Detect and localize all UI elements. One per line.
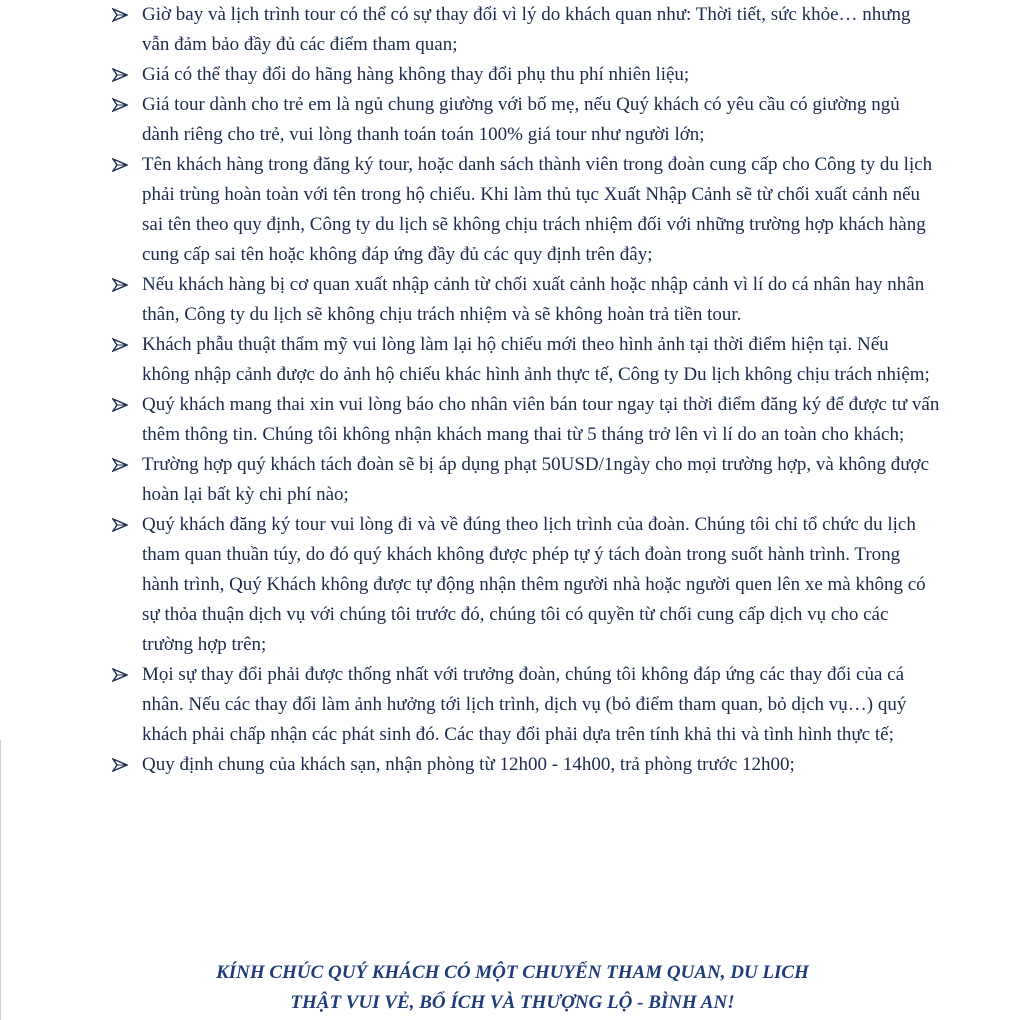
note-item	[110, 60, 940, 90]
arrowhead-bullet-icon	[110, 390, 130, 420]
note-text: Khách phẫu thuật thẩm mỹ vui lòng làm lại hộ chiếu mới theo hình ảnh tại thời điểm hiện tại. Nếu không nhập cảnh được do ảnh hộ chiếu khác hình ảnh thực tế, Công ty Du lịch không chịu trách nhiệm;	[142, 334, 930, 385]
arrowhead-bullet-icon	[110, 450, 130, 480]
note-item	[110, 750, 940, 780]
note-text: Quy định chung của khách sạn, nhận phòng từ 12h00 - 14h00, trả phòng trước 12h00;	[142, 754, 795, 775]
note-text: Giá tour dành cho trẻ em là ngủ chung giường với bố mẹ, nếu Quý khách có yêu cầu có giường ngủ dành riêng cho trẻ, vui lòng thanh toán toán 100% giá tour như người lớn;	[142, 94, 900, 145]
note-item	[110, 330, 940, 390]
note-text: Trường hợp quý khách tách đoàn sẽ bị áp dụng phạt 50USD/1ngày cho mọi trường hợp, và không được hoàn lại bất kỳ chi phí nào;	[142, 454, 930, 505]
arrowhead-bullet-icon	[110, 60, 130, 90]
note-item	[110, 660, 940, 750]
note-item	[110, 450, 940, 510]
note-text: Quý khách mang thai xin vui lòng báo cho nhân viên bán tour ngay tại thời điểm đăng ký để được tư vấn thêm thông tin. Chúng tôi không nhận khách mang thai từ 5 tháng trở lên vì lí do an toàn cho khách;	[142, 394, 940, 445]
arrowhead-bullet-icon	[110, 510, 130, 540]
arrowhead-bullet-icon	[110, 660, 130, 690]
arrowhead-bullet-icon	[110, 270, 130, 300]
note-text: Quý khách đăng ký tour vui lòng đi và về đúng theo lịch trình của đoàn. Chúng tôi chỉ tổ chức du lịch tham quan thuần túy, do đó quý khách không được phép tự ý tách đoàn trong suốt hành trình. Trong hành trình, Quý Khách không được tự động nhận thêm người nhà hoặc người quen lên xe mà không có sự thỏa thuận dịch vụ với chúng tôi trước đó, chúng tôi có quyền từ chối cung cấp dịch vụ cho các trường hợp trên;	[142, 514, 926, 655]
note-text: Tên khách hàng trong đăng ký tour, hoặc danh sách thành viên trong đoàn cung cấp cho Công ty du lịch phải trùng hoàn toàn với tên trong hộ chiếu. Khi làm thủ tục Xuất Nhập Cảnh sẽ từ chối xuất cảnh nếu sai tên theo quy định, Công ty du lịch sẽ không chịu trách nhiệm đối với những trường hợp khách hàng cung cấp sai tên hoặc không đáp ứng đầy đủ các quy định trên đây;	[142, 154, 933, 265]
note-item	[110, 510, 940, 660]
note-item	[110, 150, 940, 270]
closing-line-1: KÍNH CHÚC QUÝ KHÁCH CÓ MỘT CHUYẾN THAM QUAN, DU LICH	[216, 962, 809, 983]
arrowhead-bullet-icon	[110, 150, 130, 180]
closing-message	[0, 958, 1025, 1018]
note-text: Nếu khách hàng bị cơ quan xuất nhập cảnh từ chối xuất cảnh hoặc nhập cảnh vì lí do cá nhân hay nhân thân, Công ty du lịch sẽ không chịu trách nhiệm và sẽ không hoàn trả tiền tour.	[142, 274, 925, 325]
tour-notes-list	[110, 0, 940, 780]
arrowhead-bullet-icon	[110, 330, 130, 360]
arrowhead-bullet-icon	[110, 750, 130, 780]
note-text: Mọi sự thay đổi phải được thống nhất với trưởng đoàn, chúng tôi không đáp ứng các thay đổi của cá nhân. Nếu các thay đổi làm ảnh hưởng tới lịch trình, dịch vụ (bỏ điểm tham quan, bỏ dịch vụ…) quý khách phải chấp nhận các phát sinh đó. Các thay đổi phải dựa trên tính khả thi và tình hình thực tế;	[142, 664, 907, 745]
note-item	[110, 390, 940, 450]
arrowhead-bullet-icon	[110, 0, 130, 30]
note-text: Giờ bay và lịch trình tour có thể có sự thay đổi vì lý do khách quan như: Thời tiết, sức khỏe… nhưng vẫn đảm bảo đầy đủ các điểm tham quan;	[142, 4, 911, 55]
closing-line-2: THẬT VUI VẺ, BỔ ÍCH VÀ THƯỢNG LỘ - BÌNH AN!	[290, 992, 735, 1013]
note-text: Giá có thể thay đổi do hãng hàng không thay đổi phụ thu phí nhiên liệu;	[142, 64, 690, 85]
note-item	[110, 270, 940, 330]
note-item	[110, 90, 940, 150]
note-item	[110, 0, 940, 60]
arrowhead-bullet-icon	[110, 90, 130, 120]
